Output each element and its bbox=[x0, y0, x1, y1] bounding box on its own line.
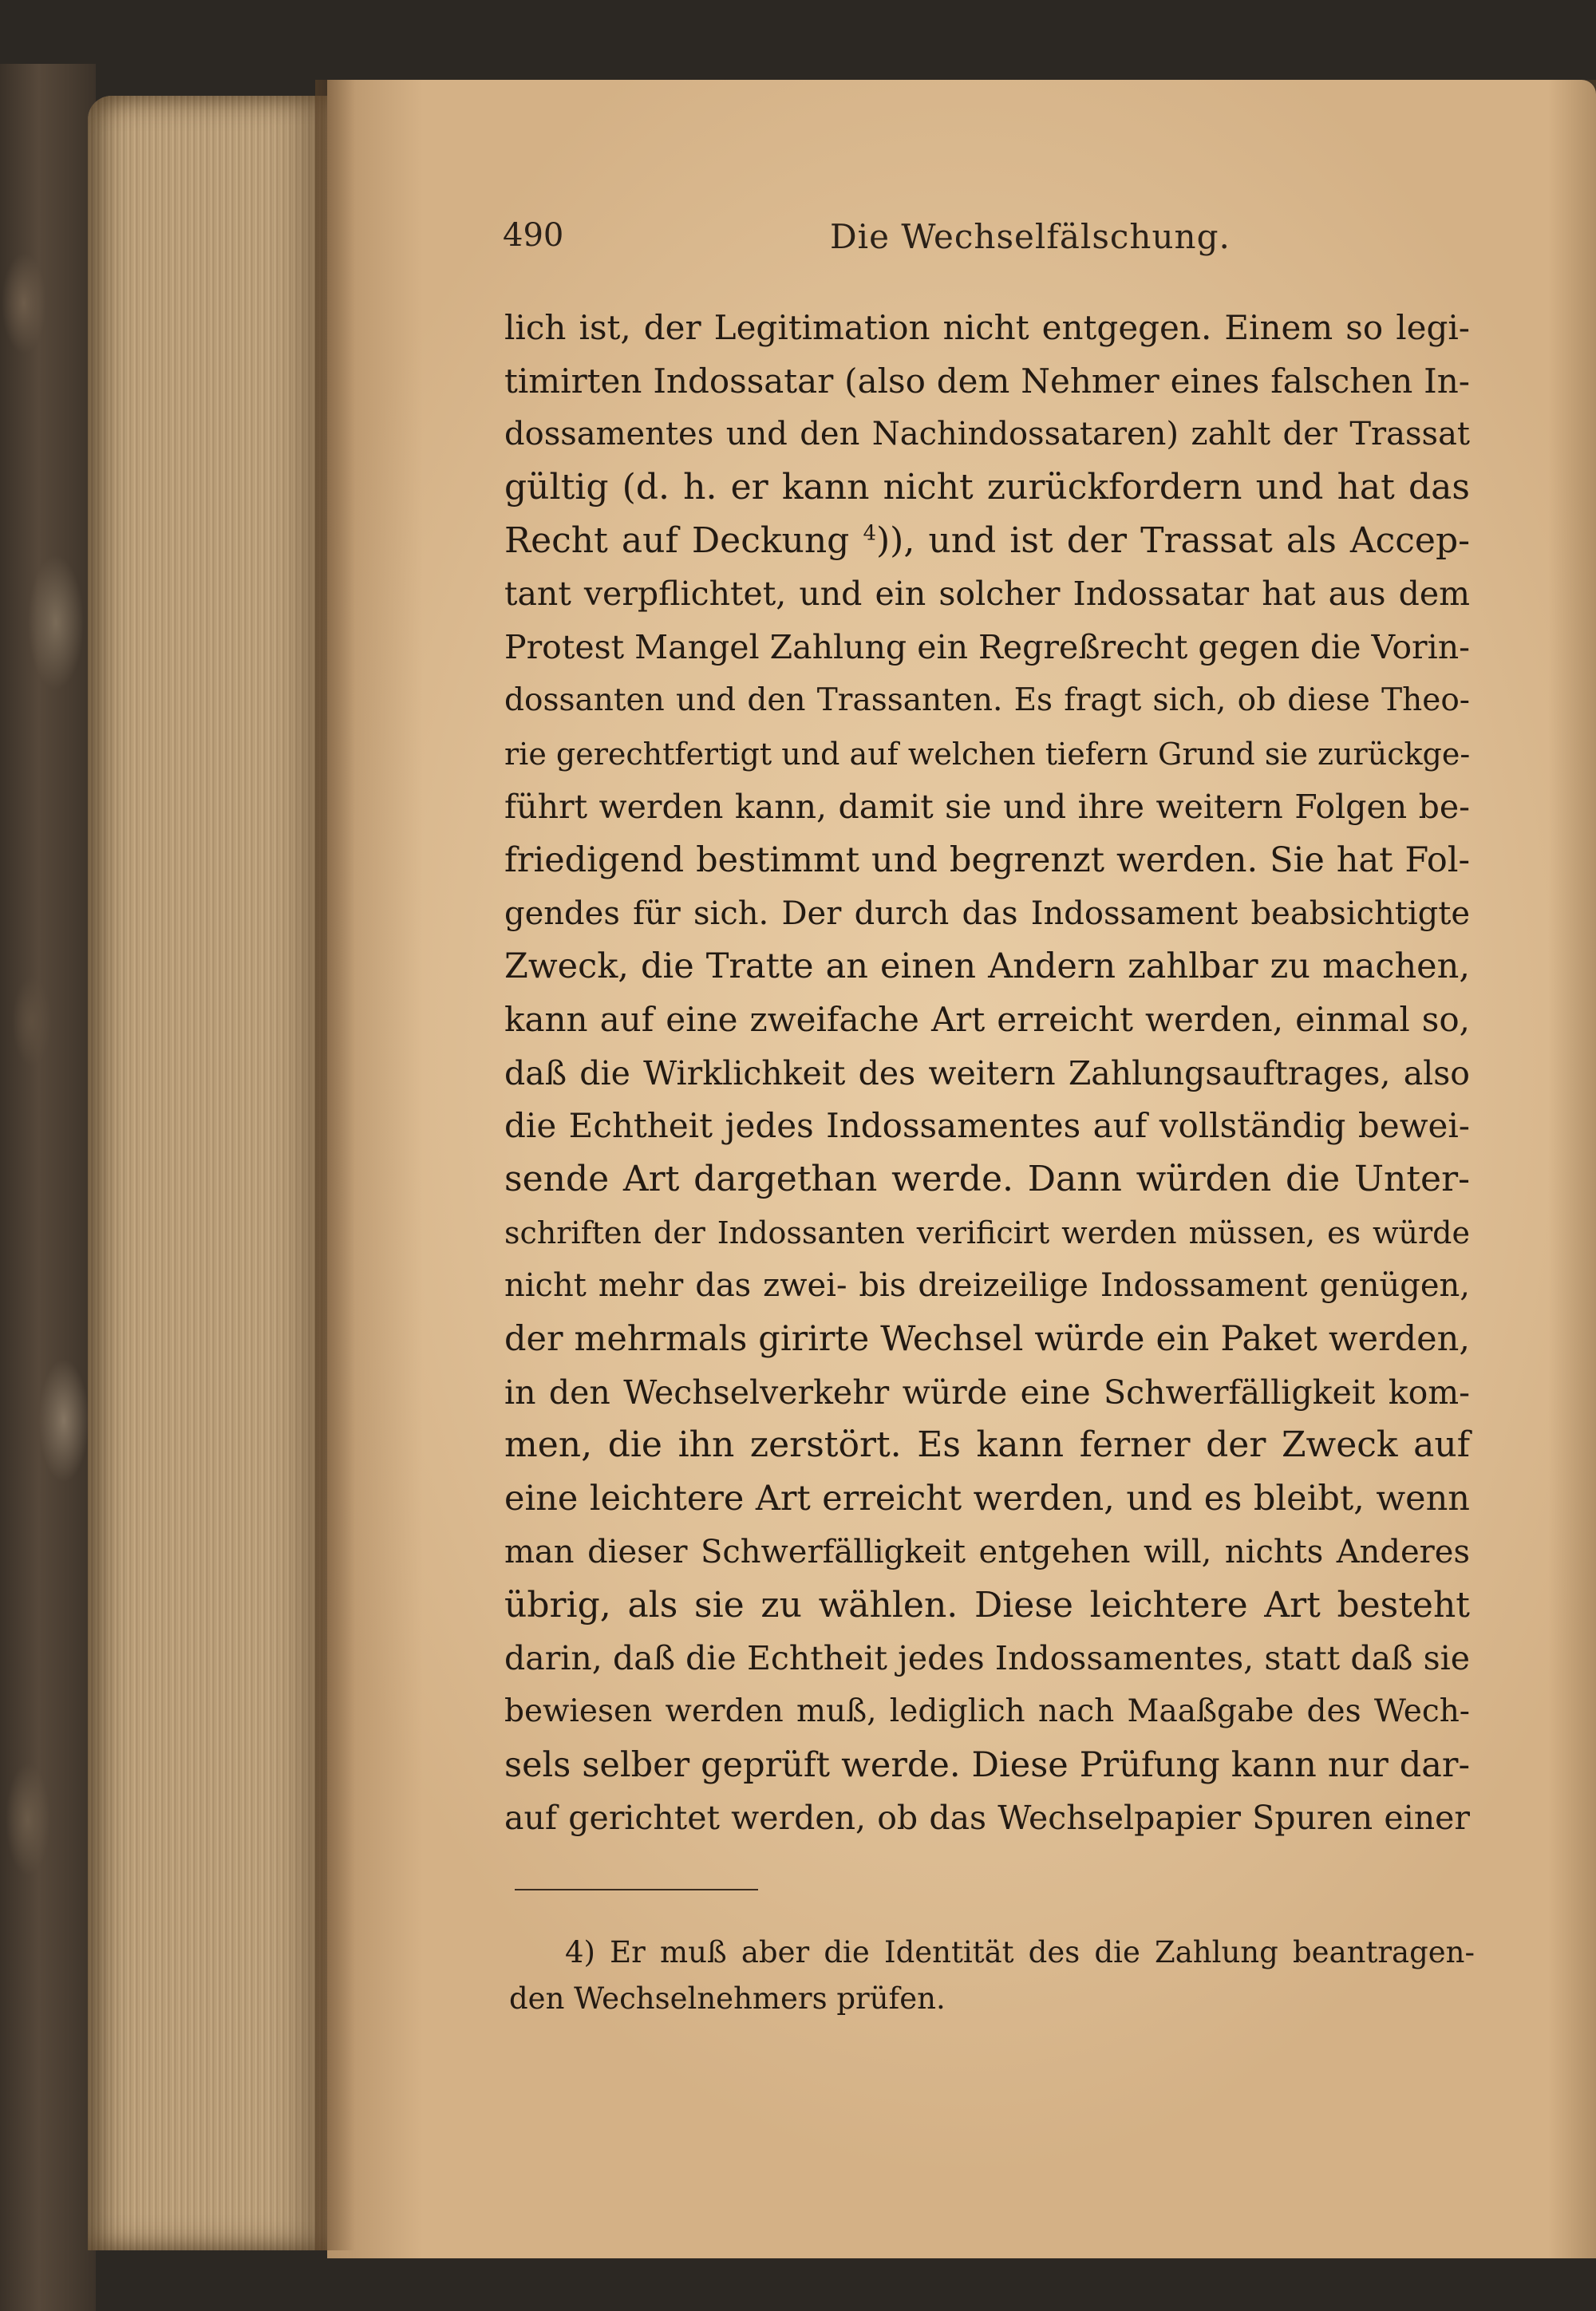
text-line: nicht mehr das zwei- bis dreizeilige Indossament genügen, bbox=[504, 1267, 1470, 1305]
text-line: timirten Indossatar (also dem Nehmer eines falschen In- bbox=[504, 361, 1470, 401]
text-line: lich ist, der Legitimation nicht entgegen. Einem so legi- bbox=[504, 308, 1470, 347]
text-line: darin, daß die Echtheit jedes Indossamentes, statt daß sie bbox=[504, 1639, 1470, 1678]
text-line: daß die Wirklichkeit des weitern Zahlungsauftrages, also bbox=[504, 1053, 1470, 1092]
footnote-reference: 4 bbox=[863, 521, 876, 546]
page-header bbox=[503, 217, 1484, 273]
text-line: eine leichtere Art erreicht werden, und es bleibt, wenn bbox=[504, 1479, 1470, 1519]
footnote-line: 4) Er muß aber die Identität des die Zahlung beantragen- bbox=[565, 1935, 1475, 1969]
text-line: tant verpflichtet, und ein solcher Indossatar hat aus dem bbox=[504, 575, 1470, 614]
text-line: schriften der Indossanten verificirt werden müssen, es würde bbox=[504, 1215, 1470, 1250]
marbled-cover bbox=[0, 64, 96, 2311]
page-edges bbox=[88, 96, 327, 2250]
text-line: übrig, als sie zu wählen. Diese leichtere Art besteht bbox=[504, 1584, 1470, 1626]
text-segment: )), und ist der Trassat als Accep- bbox=[876, 519, 1471, 561]
text-line: die Echtheit jedes Indossamentes auf vollständig bewei- bbox=[504, 1106, 1470, 1146]
text-line: führt werden kann, damit sie und ihre weitern Folgen be- bbox=[504, 788, 1470, 827]
text-line: sende Art dargethan werde. Dann würden die Unter- bbox=[504, 1159, 1470, 1199]
text-line: bewiesen werden muß, lediglich nach Maaßgabe des Wech- bbox=[504, 1693, 1470, 1729]
text-line: in den Wechselverkehr würde eine Schwerfälligkeit kom- bbox=[504, 1373, 1470, 1412]
text-line: gendes für sich. Der durch das Indossament beabsichtigte bbox=[504, 895, 1470, 932]
footnote bbox=[509, 1930, 1475, 2022]
page-number: 490 bbox=[503, 217, 564, 254]
page-gutter bbox=[315, 80, 355, 2250]
text-line: gültig (d. h. er kann nicht zurückfordern und hat das bbox=[504, 467, 1470, 508]
running-head: Die Wechselfälschung. bbox=[830, 217, 1231, 256]
text-line: Protest Mangel Zahlung ein Regreßrecht gegen die Vorin- bbox=[504, 628, 1470, 667]
text-line: friedigend bestimmt und begrenzt werden. Sie hat Fol- bbox=[504, 839, 1470, 880]
body-text bbox=[504, 302, 1470, 1845]
text-line: dossamentes und den Nachindossataren) zahlt der Trassat bbox=[504, 416, 1470, 453]
text-line: man dieser Schwerfälligkeit entgehen will, nichts Anderes bbox=[504, 1533, 1470, 1570]
footnote-rule bbox=[515, 1889, 758, 1890]
footnote-line: den Wechselnehmers prüfen. bbox=[509, 1981, 946, 2016]
text-line: dossanten und den Trassanten. Es fragt sich, ob diese Theo- bbox=[504, 681, 1470, 718]
text-line: auf gerichtet werden, ob das Wechselpapier Spuren einer bbox=[504, 1799, 1470, 1838]
text-line: sels selber geprüft werde. Diese Prüfung kann nur dar- bbox=[504, 1744, 1470, 1785]
text-line: der mehrmals girirte Wechsel würde ein Paket werden, bbox=[504, 1319, 1470, 1360]
text-line: Zweck, die Tratte an einen Andern zahlbar zu machen, bbox=[504, 946, 1470, 987]
text-line: men, die ihn zerstört. Es kann ferner der Zweck auf bbox=[504, 1424, 1470, 1466]
text-segment: Recht auf Deckung bbox=[504, 519, 850, 561]
text-line: rie gerechtfertigt und auf welchen tiefern Grund sie zurückge- bbox=[504, 736, 1471, 772]
text-line: kann auf eine zweifache Art erreicht werden, einmal so, bbox=[504, 999, 1470, 1039]
text-line-with-footnote bbox=[504, 515, 1470, 568]
